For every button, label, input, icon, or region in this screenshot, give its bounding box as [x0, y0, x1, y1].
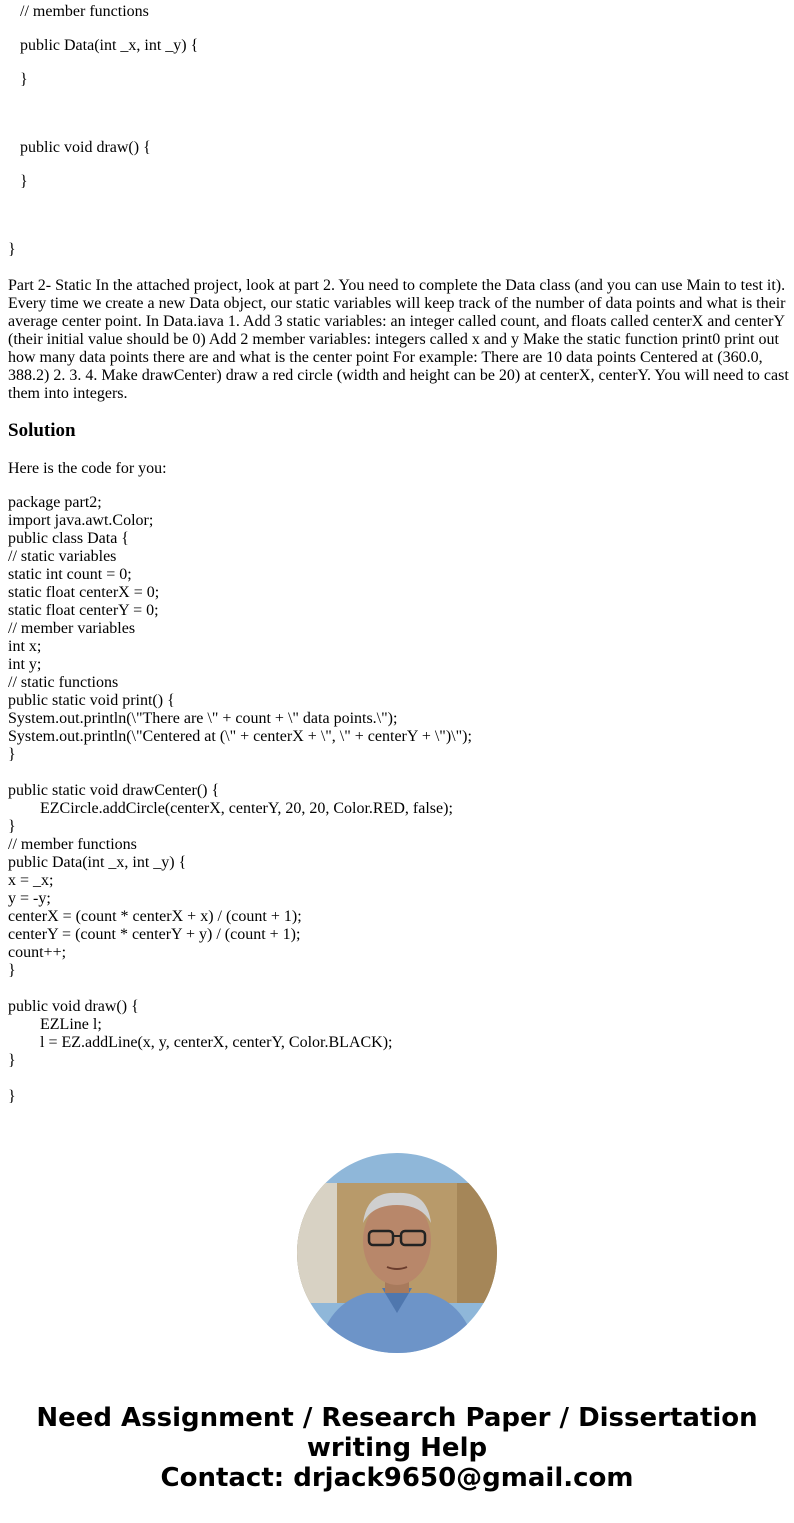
- code-line: // member functions: [8, 836, 137, 853]
- code-line: // member variables: [8, 620, 136, 637]
- code-line: import java.awt.Color;: [8, 512, 154, 529]
- footer-contact-email: Contact: drjack9650@gmail.com: [160, 1463, 634, 1493]
- code-line: static int count = 0;: [8, 566, 132, 583]
- code-line: System.out.println(\"There are \" + count + \" data points.\");: [8, 710, 398, 727]
- code-line: [8, 764, 472, 782]
- question-code-snippet: [20, 3, 198, 241]
- code-line: int y;: [8, 656, 42, 673]
- code-line: public void draw() {: [8, 998, 139, 1015]
- code-line: }: [8, 1088, 16, 1105]
- code-line: // static functions: [8, 674, 119, 691]
- code-line: package part2;: [8, 494, 102, 511]
- code-line: public void draw() {: [20, 139, 151, 156]
- code-line: System.out.println(\"Centered at (\" + centerX + \", \" + centerY + \")\");: [8, 728, 472, 745]
- question-text: Part 2- Static In the attached project, look at part 2. You need to complete the Data class (and you can use Main to test it). Every time we create a new Data object, our static variables will keep track of the number of data points and what is their average center point. In Data.iava 1. Add 3 static variables: an integer called count, and floats called centerX and centerY (their initial value should be 0) Add 2 member variables: integers called x and y Make the static function print0 print out how many data points there are and what is the center point For example: There are 10 data points Centered at (360.0, 388.2) 2. 3. 4. Make drawCenter) draw a red circle (width and height can be 20) at centerX, centerY. You will need to cast them into integers.: [8, 277, 789, 402]
- code-line: l = EZ.addLine(x, y, centerX, centerY, Color.BLACK);: [8, 1034, 393, 1051]
- solution-intro: Here is the code for you:: [8, 460, 167, 477]
- code-line: public static void drawCenter() {: [8, 782, 220, 799]
- closing-brace: }: [8, 241, 16, 258]
- code-line: centerX = (count * centerX + x) / (count + 1);: [8, 908, 302, 925]
- code-line: public Data(int _x, int _y) {: [20, 37, 199, 54]
- code-line: public Data(int _x, int _y) {: [8, 854, 187, 871]
- code-line: }: [8, 746, 16, 763]
- code-line: EZCircle.addCircle(centerX, centerY, 20, 20, Color.RED, false);: [8, 800, 453, 817]
- code-line: // static variables: [8, 548, 117, 565]
- code-line: }: [8, 962, 16, 979]
- code-line: }: [8, 1052, 16, 1069]
- code-line: x = _x;: [8, 872, 54, 889]
- code-line: static float centerX = 0;: [8, 584, 160, 601]
- code-line: [20, 105, 198, 139]
- code-line: y = -y;: [8, 890, 51, 907]
- code-line: public static void print() {: [8, 692, 175, 709]
- footer-contact-banner: [0, 1403, 794, 1493]
- footer-line-1: Need Assignment / Research Paper / Dissertation: [36, 1403, 758, 1433]
- code-line: // member functions: [20, 3, 149, 20]
- code-line: count++;: [8, 944, 67, 961]
- solution-code: [8, 494, 472, 1106]
- footer-line-2: writing Help: [306, 1433, 488, 1463]
- code-line: }: [20, 173, 28, 190]
- code-line: public class Data {: [8, 530, 129, 547]
- code-line: centerY = (count * centerY + y) / (count + 1);: [8, 926, 301, 943]
- code-line: [20, 207, 198, 241]
- code-line: int x;: [8, 638, 42, 655]
- code-line: EZLine l;: [8, 1016, 102, 1033]
- solution-heading: Solution: [8, 420, 76, 441]
- code-line: }: [8, 818, 16, 835]
- code-line: }: [20, 71, 28, 88]
- code-line: static float centerY = 0;: [8, 602, 159, 619]
- code-line: [8, 980, 472, 998]
- code-line: [8, 1070, 472, 1088]
- author-avatar: [297, 1153, 497, 1353]
